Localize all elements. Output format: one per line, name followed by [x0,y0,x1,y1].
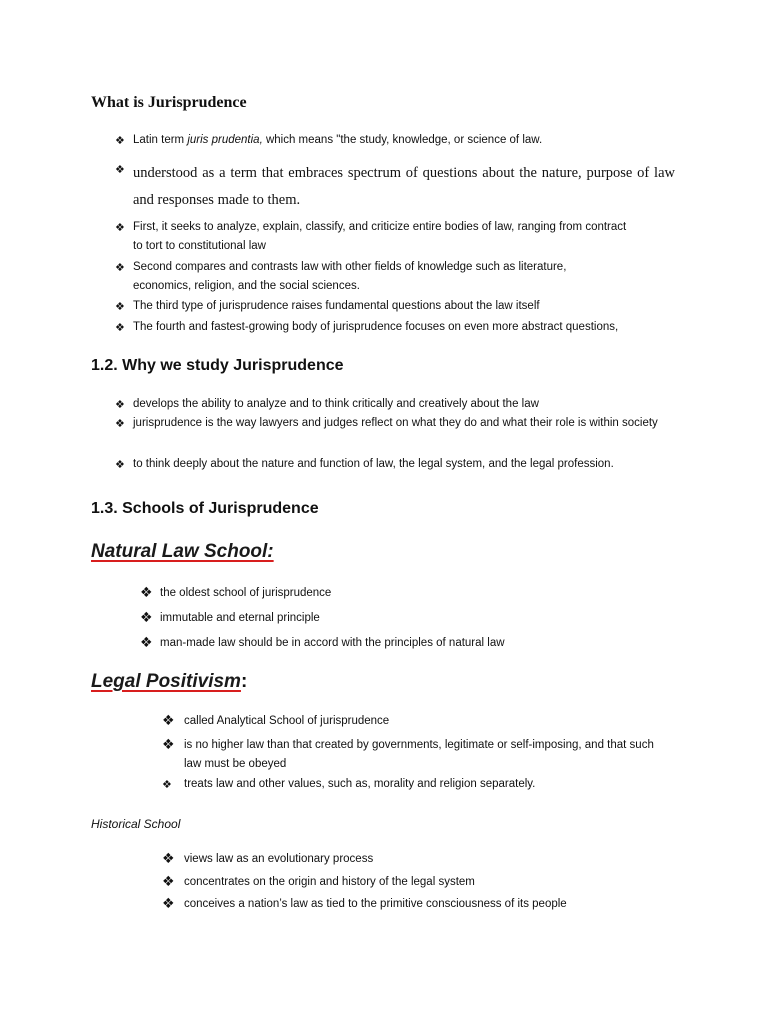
list-item [162,850,662,869]
list-item [115,318,685,337]
item-text: understood as a term that embraces spectrum of questions about the nature, purpose of law and responses made to them. [133,165,675,208]
bullet-diamond-icon: ❖ [115,458,125,471]
list-item [162,736,662,774]
bullet-diamond-icon: ❖ [162,874,175,890]
item-text: the oldest school of jurisprudence [160,587,332,599]
list-item [115,455,685,474]
heading-natural-law-school: Natural Law School: [91,541,274,562]
section-heading-what-is-jurisprudence: What is Jurisprudence [91,94,247,111]
list-item [140,609,660,628]
item-text: The third type of jurisprudence raises fundamental questions about the law itself [133,300,540,312]
bullet-diamond-icon: ❖ [115,221,125,234]
heading-historical-school: Historical School [91,817,181,831]
list-item [140,584,660,603]
bullet-diamond-icon: ❖ [162,737,175,753]
list-item [115,297,675,316]
item-text: to think deeply about the nature and function of law, the legal system, and the legal profession. [133,458,614,470]
item-text: man-made law should be in accord with the principles of natural law [160,637,505,649]
list-item [115,395,680,414]
bullet-diamond-icon: ❖ [162,778,172,791]
item-text-italic: juris prudentia, [187,134,263,146]
bullet-diamond-icon: ❖ [115,134,125,147]
item-text: Second compares and contrasts law with other fields of knowledge such as literature, economics, religion, and the social sciences. [133,261,567,292]
item-text: immutable and eternal principle [160,612,320,624]
heading-legal-positivism [91,671,247,693]
bullet-diamond-icon: ❖ [115,163,125,176]
list-item [115,131,675,150]
section-heading-schools: 1.3. Schools of Jurisprudence [91,500,319,517]
list-item [162,712,662,731]
list-item [115,218,675,256]
item-text: Latin term [133,134,188,146]
item-text: views law as an evolutionary process [184,853,374,865]
item-text: concentrates on the origin and history of the legal system [184,876,475,888]
item-text: First, it seeks to analyze, explain, classify, and criticize entire bodies of law, ranging from contract to tort to constitutional law [133,221,627,252]
item-text: is no higher law than that created by governments, legitimate or self-imposing, and that such law must be obeyed [184,739,654,770]
bullet-diamond-icon: ❖ [162,851,175,867]
bullet-diamond-icon: ❖ [115,261,125,274]
item-text: develops the ability to analyze and to think critically and creatively about the law [133,398,539,410]
list-item [115,160,679,214]
heading-legal-positivism-text: Legal Positivism [91,671,241,692]
bullet-diamond-icon: ❖ [115,398,125,411]
list-item [140,634,660,653]
heading-colon: : [240,671,248,692]
item-text: conceives a nation’s law as tied to the primitive consciousness of its people [184,898,567,910]
list-item [115,258,675,296]
list-item [162,775,662,794]
item-text: treats law and other values, such as, morality and religion separately. [184,778,536,790]
bullet-diamond-icon: ❖ [140,610,153,626]
list-item [162,895,662,914]
section-heading-why-study: 1.2. Why we study Jurisprudence [91,357,344,374]
item-text: which means "the study, knowledge, or science of law. [262,134,543,146]
bullet-diamond-icon: ❖ [115,300,125,313]
bullet-diamond-icon: ❖ [162,713,175,729]
bullet-diamond-icon: ❖ [140,585,153,601]
list-item [162,873,662,892]
bullet-diamond-icon: ❖ [115,417,125,430]
list-item [115,414,680,433]
bullet-diamond-icon: ❖ [140,635,153,651]
bullet-diamond-icon: ❖ [115,321,125,334]
item-text: called Analytical School of jurisprudence [184,715,390,727]
bullet-diamond-icon: ❖ [162,896,175,912]
item-text: The fourth and fastest-growing body of jurisprudence focuses on even more abstract questions, [133,321,619,333]
item-text: jurisprudence is the way lawyers and judges reflect on what they do and what their role is within society [133,417,658,429]
